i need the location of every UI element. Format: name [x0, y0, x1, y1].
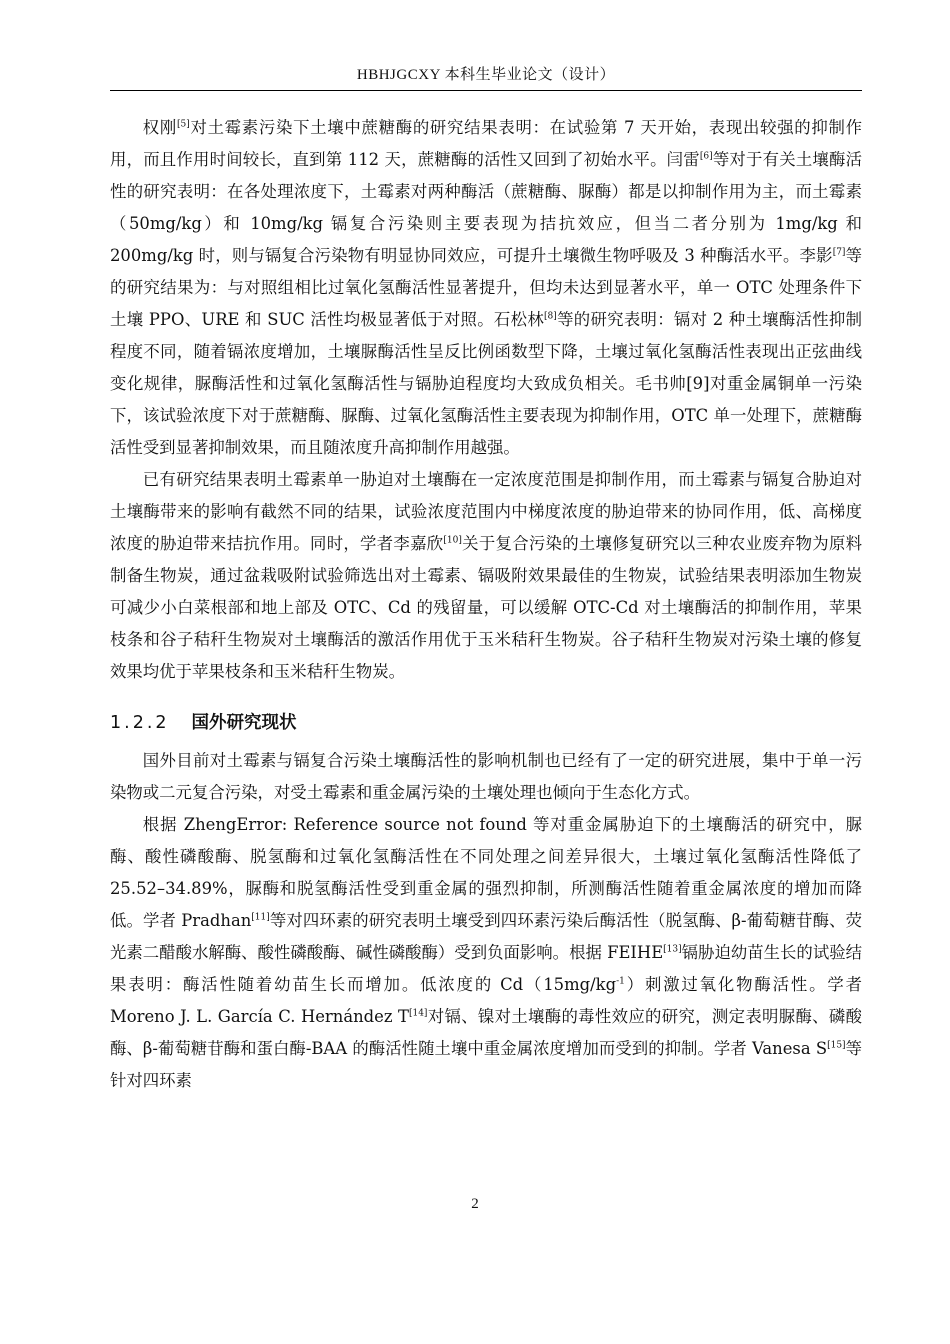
unit-exponent: -1: [616, 976, 625, 987]
section-title: 国外研究现状: [191, 713, 297, 733]
paragraph-3: 国外目前对土霉素与镉复合污染土壤酶活性的影响机制也已经有了一定的研究进展，集中于单一污染物或二元复合污染，对受土霉素和重金属污染的土壤处理也倾向于生态化方式。: [110, 751, 862, 802]
section-number: 1.2.2: [110, 713, 170, 733]
page-header: HBHJGCXY 本科生毕业论文（设计）: [110, 60, 862, 91]
paragraph-2: 已有研究结果表明土霉素单一胁迫对土壤酶在一定浓度范围是抑制作用，而土霉素与镉复合胁迫对土壤酶带来的影响有截然不同的结果，试验浓度范围内中梯度浓度的胁迫带来的协同作用，低、高梯度浓度的胁迫带来拮抗作用。同时，学者李嘉欣[10]关于复合污染的土壤修复研究以三种农业废弃物为原料制备生物炭，通过盆栽吸附试验筛选出对土霉素、镉吸附效果最佳的生物炭，试验结果表明添加生物炭可减少小白菜根部和地上部及 OTC、Cd 的残留量，可以缓解 OTC-Cd 对土壤酶活的抑制作用，苹果枝条和谷子秸秆生物炭对土壤酶活的激活作用优于玉米秸秆生物炭。谷子秸秆生物炭对污染土壤的修复效果均优于苹果枝条和玉米秸秆生物炭。: [110, 470, 863, 681]
paragraph-4: 根据 ZhengError: Reference source not found 等对重金属胁迫下的土壤酶活的研究中，脲酶、酸性磷酸酶、脱氢酶和过氧化氢酶活性在不同处理之间差异很大，土壤过氧化氢酶活性降低了 25.52–34.89%，脲酶和脱氢酶活性受到重金属的强烈抑制，所测酶活性随着重金属浓度的增加而降低。学者 Pradhan[11]等对四环素的研究表明土壤受到四环素污染后酶活性（脱氢酶、β-葡萄糖苷酶、荧光素二醋酸水解酶、酸性磷酸酶、碱性磷酸酶）受到负面影响。根据 FEIHE[13]镉胁迫幼苗生长的试验结果表明：酶活性随着幼苗生长而增加。低浓度的 $Cd(15mg/kg^{-1})$刺激过氧化物酶活性。学者 Moreno J. L. García C. Hernández T[14]对镉、镍对土壤酶的毒性效应的研究，测定表明脲酶、磷酸酶、β-葡萄糖苷酶和蛋白酶-BAA 的酶活性随土壤中重金属浓度增加而受到的抑制。学者 Vanesa S[15]等针对四环素: [110, 815, 863, 1090]
citation-ref: [14]: [408, 1008, 428, 1019]
citation-ref: [15]: [827, 1040, 846, 1051]
body-text: [110, 112, 862, 1097]
paragraph-1: 权刚[5]对土霉素污染下土壤中蔗糖酶的研究结果表明：在试验第 7 天开始，表现出较强的抑制作用，而且作用时间较长，直到第 112 天，蔗糖酶的活性又回到了初始水平。闫雷[6]等对于有关土壤酶活性的研究表明：在各处理浓度下，土霉素对两种酶活（蔗糖酶、脲酶）都是以抑制作用为主，而土霉素（50mg/kg）和 10mg/kg 镉复合污染则主要表现为拮抗效应，但当二者分别为 1mg/kg 和 200mg/kg 时，则与镉复合污染物有明显协同效应，可提升土壤微生物呼吸及 3 种酶活水平。李影[7]等的研究结果为：与对照组相比过氧化氢酶活性显著提升，但均未达到显著水平，单一 OTC 处理条件下土壤 PPO、URE 和 SUC 活性均极显著低于对照。石松林[8]等的研究表明：镉对 2 种土壤酶活性抑制程度不同，随着镉浓度增加，土壤脲酶活性呈反比例函数型下降，土壤过氧化氢酶活性表现出正弦曲线变化规律，脲酶活性和过氧化氢酶活性与镉胁迫程度均大致成负相关。毛书帅[9]对重金属铜单一污染下，该试验浓度下对于蔗糖酶、脲酶、过氧化氢酶活性主要表现为抑制作用，OTC 单一处理下，蔗糖酶活性受到显著抑制效果，而且随浓度升高抑制作用越强。: [110, 118, 863, 457]
citation-ref: [10]: [443, 535, 462, 546]
citation-ref: [13]: [663, 944, 682, 955]
page-number: 2: [471, 1196, 479, 1212]
citation-ref: [7]: [832, 247, 846, 258]
citation-ref: [8]: [544, 311, 557, 322]
citation-ref: [5]: [177, 119, 190, 130]
citation-ref: [11]: [251, 912, 270, 923]
citation-ref: [6]: [699, 151, 713, 162]
section-heading: [110, 707, 862, 739]
